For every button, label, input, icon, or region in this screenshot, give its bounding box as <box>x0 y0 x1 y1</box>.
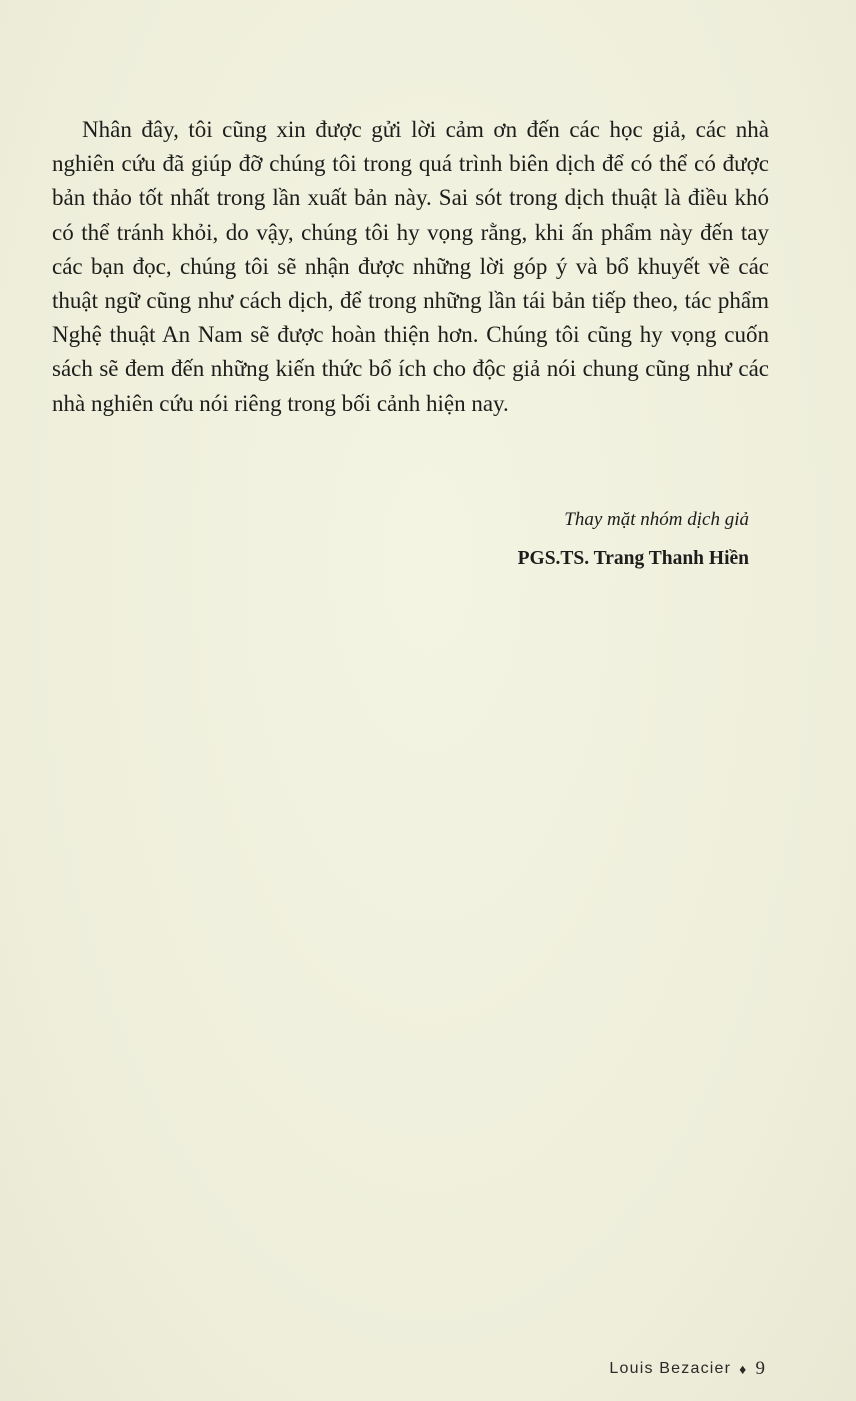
signature-role: Thay mặt nhóm dịch giả <box>564 509 749 530</box>
signature-name: PGS.TS. Trang Thanh Hiền <box>517 548 749 569</box>
reverse-page-bleed-through <box>46 640 776 1280</box>
running-footer-author: Louis Bezacier <box>609 1360 732 1377</box>
diamond-separator-icon: ♦ <box>739 1361 748 1377</box>
page-number: 9 <box>755 1358 765 1379</box>
body-paragraph: Nhân đây, tôi cũng xin được gửi lời cảm ơn đến các học giả, các nhà nghiên cứu đã giúp đỡ chúng tôi trong quá trình biên dịch để có thể có được bản thảo tốt nhất trong lần xuất bản này. Sai sót trong dịch thuật là điều khó có thể tránh khỏi, do vậy, chúng tôi hy vọng rằng, khi ấn phẩm này đến tay các bạn đọc, chúng tôi sẽ nhận được những lời góp ý và bổ khuyết về các thuật ngữ cũng như cách dịch, để trong những lần tái bản tiếp theo, tác phẩm Nghệ thuật An Nam sẽ được hoàn thiện hơn. Chúng tôi cũng hy vọng cuốn sách sẽ đem đến những kiến thức bổ ích cho độc giả nói chung cũng như các nhà nghiên cứu nói riêng trong bối cảnh hiện nay. <box>52 117 769 416</box>
page-footer <box>609 1358 765 1380</box>
signature-block <box>518 505 749 573</box>
